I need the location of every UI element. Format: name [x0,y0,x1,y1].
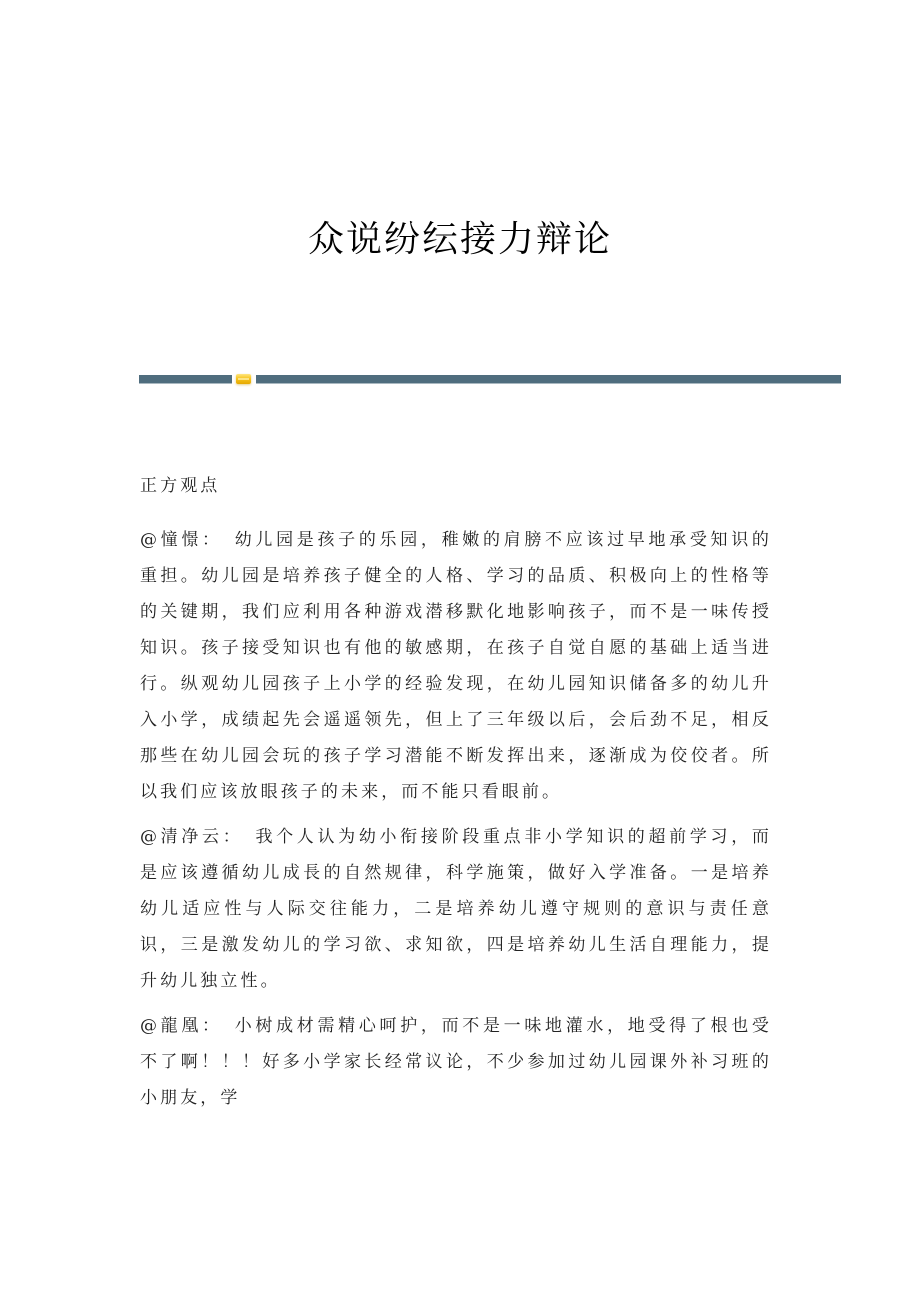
paragraph-text: 幼儿园是孩子的乐园，稚嫩的肩膀不应该过早地承受知识的重担。幼儿园是培养孩子健全的人格、学习的品质、积极向上的性格等的关键期，我们应利用各种游戏潜移默化地影响孩子，而不是一味传授知识。孩子接受知识也有他的敏感期，在孩子自觉自愿的基础上适当进行。纵观幼儿园孩子上小学的经验发现，在幼儿园知识储备多的幼儿升入小学，成绩起先会遥遥领先，但上了三年级以后，会后劲不足，相反那些在幼儿园会玩的孩子学习潜能不断发挥出来，逐渐成为佼佼者。所以我们应该放眼孩子的未来，而不能只看眼前。 [140,530,772,802]
paragraph-text: 我个人认为幼小衔接阶段重点非小学知识的超前学习，而是应该遵循幼儿成長的自然规律，科学施策，做好入学准备。一是培养幼儿适应性与人际交往能力，二是培养幼儿遵守规则的意识与责任意识，三是激发幼儿的学习欲、求知欲，四是培养幼儿生活自理能力，提升幼儿独立性。 [140,827,773,991]
paragraph-author: @龍凰： [140,1016,223,1036]
paragraph-text: 小树成材需精心呵护，而不是一味地灌水，地受得了根也受不了啊！！！好多小学家长经常议论，不少参加过幼儿园课外补习班的小朋友，学 [140,1016,772,1108]
document-body [140,468,772,1125]
section-heading: 正方观点 [140,476,221,496]
paragraph-2 [140,819,772,999]
document-title: 众说纷纭接力辩论 [307,219,612,260]
paragraph-author: @清净云： [140,827,244,847]
paragraph-author: @憧憬： [140,530,223,550]
paragraph-3 [140,1008,772,1116]
paragraph-1 [140,522,772,810]
title-divider [139,375,841,384]
divider-bar-right [256,375,841,384]
divider-bar-left [139,375,232,384]
divider-ornament-icon [236,374,251,384]
